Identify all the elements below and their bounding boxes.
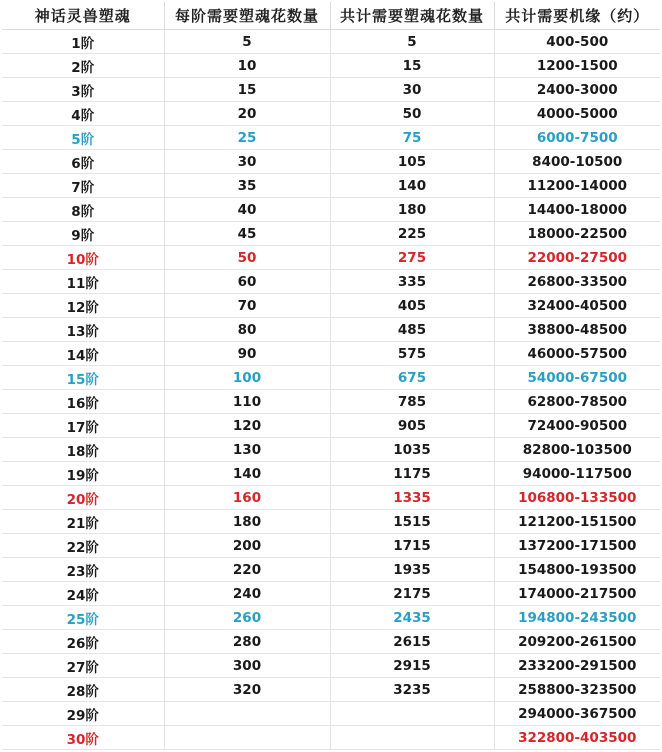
cell-level: 14阶 (2, 342, 164, 366)
table-row (2, 174, 660, 198)
cell-per-level-flowers: 240 (164, 582, 330, 606)
cell-total-chance: 233200-291500 (494, 654, 660, 678)
cell-total-chance: 18000-22500 (494, 222, 660, 246)
table-row (2, 246, 660, 270)
cell-level: 15阶 (2, 366, 164, 390)
cell-per-level-flowers: 100 (164, 366, 330, 390)
cell-total-chance: 8400-10500 (494, 150, 660, 174)
table-row (2, 150, 660, 174)
cell-per-level-flowers: 20 (164, 102, 330, 126)
table-row (2, 294, 660, 318)
cell-total-flowers: 2435 (330, 606, 494, 630)
cell-per-level-flowers: 120 (164, 414, 330, 438)
cell-total-flowers: 2615 (330, 630, 494, 654)
cell-total-flowers: 2915 (330, 654, 494, 678)
cell-level: 7阶 (2, 174, 164, 198)
cell-level: 27阶 (2, 654, 164, 678)
header-per-level-flowers: 每阶需要塑魂花数量 (164, 2, 330, 30)
table-row (2, 270, 660, 294)
cell-total-flowers: 30 (330, 78, 494, 102)
table-row (2, 726, 660, 750)
cell-total-chance: 194800-243500 (494, 606, 660, 630)
table-row (2, 630, 660, 654)
cell-level: 10阶 (2, 246, 164, 270)
table-row (2, 318, 660, 342)
cell-total-flowers: 335 (330, 270, 494, 294)
cell-total-flowers (330, 726, 494, 750)
cell-total-chance: 54000-67500 (494, 366, 660, 390)
cell-level: 23阶 (2, 558, 164, 582)
cell-total-chance: 4000-5000 (494, 102, 660, 126)
cell-level: 5阶 (2, 126, 164, 150)
cell-per-level-flowers: 10 (164, 54, 330, 78)
cell-total-flowers: 1035 (330, 438, 494, 462)
cell-total-chance: 6000-7500 (494, 126, 660, 150)
cell-level: 18阶 (2, 438, 164, 462)
cell-per-level-flowers: 35 (164, 174, 330, 198)
header-level: 神话灵兽塑魂 (2, 2, 164, 30)
cell-total-flowers: 275 (330, 246, 494, 270)
cell-level: 22阶 (2, 534, 164, 558)
table-row (2, 342, 660, 366)
cell-total-flowers: 1935 (330, 558, 494, 582)
cell-level: 2阶 (2, 54, 164, 78)
cell-total-flowers: 75 (330, 126, 494, 150)
cell-total-flowers: 225 (330, 222, 494, 246)
cell-total-chance: 32400-40500 (494, 294, 660, 318)
cell-level: 25阶 (2, 606, 164, 630)
cell-total-chance: 294000-367500 (494, 702, 660, 726)
table-row (2, 702, 660, 726)
cell-total-flowers: 3235 (330, 678, 494, 702)
cell-total-chance: 38800-48500 (494, 318, 660, 342)
cell-level: 30阶 (2, 726, 164, 750)
cell-per-level-flowers: 140 (164, 462, 330, 486)
cell-level: 17阶 (2, 414, 164, 438)
table-body (2, 30, 660, 750)
cell-level: 24阶 (2, 582, 164, 606)
table-row (2, 390, 660, 414)
cell-per-level-flowers: 40 (164, 198, 330, 222)
cell-level: 19阶 (2, 462, 164, 486)
cell-total-flowers: 5 (330, 30, 494, 54)
cell-per-level-flowers: 25 (164, 126, 330, 150)
cell-total-chance: 322800-403500 (494, 726, 660, 750)
table-row (2, 582, 660, 606)
cell-per-level-flowers: 260 (164, 606, 330, 630)
table-row (2, 510, 660, 534)
cell-total-flowers: 1335 (330, 486, 494, 510)
header-total-flowers: 共计需要塑魂花数量 (330, 2, 494, 30)
table-row (2, 222, 660, 246)
cell-total-flowers: 1175 (330, 462, 494, 486)
cell-level: 1阶 (2, 30, 164, 54)
cell-level: 13阶 (2, 318, 164, 342)
cell-per-level-flowers (164, 702, 330, 726)
cell-total-chance: 26800-33500 (494, 270, 660, 294)
table-row (2, 366, 660, 390)
table-row (2, 654, 660, 678)
cell-total-chance: 400-500 (494, 30, 660, 54)
cell-total-chance: 258800-323500 (494, 678, 660, 702)
cell-level: 3阶 (2, 78, 164, 102)
cell-total-flowers: 1515 (330, 510, 494, 534)
cell-per-level-flowers: 200 (164, 534, 330, 558)
cell-level: 6阶 (2, 150, 164, 174)
cell-total-flowers: 905 (330, 414, 494, 438)
cell-level: 28阶 (2, 678, 164, 702)
cell-total-flowers: 405 (330, 294, 494, 318)
cell-level: 29阶 (2, 702, 164, 726)
cell-per-level-flowers: 45 (164, 222, 330, 246)
table-row (2, 198, 660, 222)
cell-level: 20阶 (2, 486, 164, 510)
header-total-chance: 共计需要机缘（约） (494, 2, 660, 30)
cell-per-level-flowers: 320 (164, 678, 330, 702)
cell-level: 12阶 (2, 294, 164, 318)
table-row (2, 414, 660, 438)
table-row (2, 558, 660, 582)
cell-total-chance: 11200-14000 (494, 174, 660, 198)
cell-level: 16阶 (2, 390, 164, 414)
cell-total-chance: 94000-117500 (494, 462, 660, 486)
cell-total-flowers: 575 (330, 342, 494, 366)
cell-per-level-flowers: 90 (164, 342, 330, 366)
cell-total-chance: 22000-27500 (494, 246, 660, 270)
table-row (2, 486, 660, 510)
cell-level: 21阶 (2, 510, 164, 534)
cell-total-chance: 174000-217500 (494, 582, 660, 606)
cell-total-chance: 1200-1500 (494, 54, 660, 78)
table-row (2, 678, 660, 702)
cell-total-flowers (330, 702, 494, 726)
cell-level: 8阶 (2, 198, 164, 222)
table-row (2, 78, 660, 102)
cell-total-chance: 14400-18000 (494, 198, 660, 222)
cell-per-level-flowers: 160 (164, 486, 330, 510)
cell-level: 26阶 (2, 630, 164, 654)
cell-level: 9阶 (2, 222, 164, 246)
cell-level: 4阶 (2, 102, 164, 126)
cell-per-level-flowers: 80 (164, 318, 330, 342)
cell-total-flowers: 675 (330, 366, 494, 390)
cell-total-chance: 2400-3000 (494, 78, 660, 102)
cell-total-flowers: 180 (330, 198, 494, 222)
table-header-row (2, 2, 660, 30)
table-row (2, 438, 660, 462)
cell-total-chance: 121200-151500 (494, 510, 660, 534)
table-row (2, 606, 660, 630)
cell-per-level-flowers: 50 (164, 246, 330, 270)
table-row (2, 126, 660, 150)
cell-per-level-flowers: 130 (164, 438, 330, 462)
cell-total-chance: 209200-261500 (494, 630, 660, 654)
cell-total-chance: 62800-78500 (494, 390, 660, 414)
cell-per-level-flowers: 5 (164, 30, 330, 54)
cell-total-flowers: 15 (330, 54, 494, 78)
cell-total-flowers: 485 (330, 318, 494, 342)
cell-per-level-flowers: 280 (164, 630, 330, 654)
table-row (2, 462, 660, 486)
table-row (2, 534, 660, 558)
cell-per-level-flowers: 300 (164, 654, 330, 678)
table-row (2, 30, 660, 54)
cell-total-flowers: 785 (330, 390, 494, 414)
cell-total-chance: 82800-103500 (494, 438, 660, 462)
upgrade-table (2, 2, 660, 750)
cell-per-level-flowers: 30 (164, 150, 330, 174)
table-row (2, 54, 660, 78)
cell-per-level-flowers: 60 (164, 270, 330, 294)
cell-per-level-flowers: 220 (164, 558, 330, 582)
cell-per-level-flowers: 180 (164, 510, 330, 534)
cell-total-flowers: 1715 (330, 534, 494, 558)
cell-total-flowers: 140 (330, 174, 494, 198)
cell-total-chance: 154800-193500 (494, 558, 660, 582)
cell-total-flowers: 50 (330, 102, 494, 126)
table-row (2, 102, 660, 126)
cell-level: 11阶 (2, 270, 164, 294)
cell-total-chance: 46000-57500 (494, 342, 660, 366)
cell-total-chance: 106800-133500 (494, 486, 660, 510)
cell-total-flowers: 2175 (330, 582, 494, 606)
cell-per-level-flowers: 15 (164, 78, 330, 102)
cell-per-level-flowers: 70 (164, 294, 330, 318)
cell-total-chance: 137200-171500 (494, 534, 660, 558)
cell-per-level-flowers: 110 (164, 390, 330, 414)
cell-per-level-flowers (164, 726, 330, 750)
cell-total-chance: 72400-90500 (494, 414, 660, 438)
cell-total-flowers: 105 (330, 150, 494, 174)
